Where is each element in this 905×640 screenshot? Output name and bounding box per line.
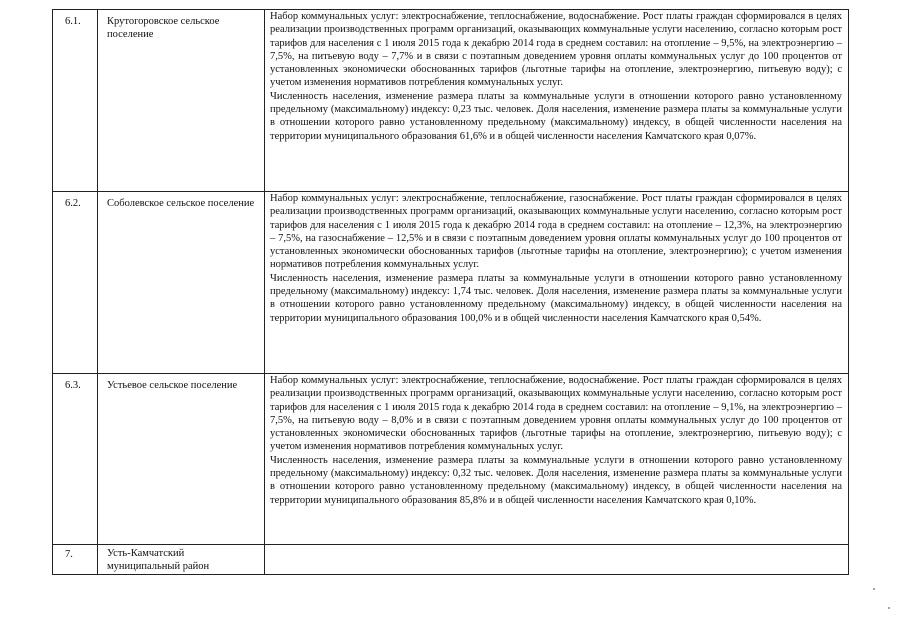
settlement-name: Усть-Камчатский муниципальный район xyxy=(107,548,210,573)
tariff-table xyxy=(52,9,849,575)
table-row xyxy=(53,545,849,575)
settlement-name-cell xyxy=(98,10,265,192)
table-row xyxy=(53,192,849,374)
settlement-name: Соболевское сельское поселение xyxy=(107,198,255,209)
description-paragraph: Численность населения, изменение размера платы за коммунальные услуги в отношении которого равно установленному предельному (максимальному) индексу: 0,32 тыс. человек. Доля населения, изменение размера платы за коммунальные услуги в отношении которого равно установленному предельному (максимальному) индексу, в общей численности населения на территории муниципального образования 85,8% и в общей численности населения Камчатского края 0,10%. xyxy=(270,454,842,506)
settlement-name-cell xyxy=(98,192,265,374)
description-paragraph: Набор коммунальных услуг: электроснабжение, теплоснабжение, газоснабжение. Рост платы граждан сформировался в целях реализации производственных программ организаций, оказывающих коммунальные услуги населению, согласно которым рост тарифов для населения с 1 июля 2015 года к декабрю 2014 года в среднем составил: на отопление – 12,3%, на электроэнергию – 7,5%, на газоснабжение – 12,5% и в связи с поэтапным доведением уровня оплаты коммунальных услуг до 100 процентов от установленных экономически обоснованных тарифов (льготные тарифы на отопление, электроэнергию); с учетом изменения нормативов потребления коммунальных услуг. xyxy=(270,193,842,271)
description-cell xyxy=(265,192,849,374)
settlement-name-cell xyxy=(98,545,265,575)
row-number-cell xyxy=(53,10,98,192)
row-number-cell xyxy=(53,192,98,374)
scan-speck xyxy=(873,588,875,590)
description-paragraph: Набор коммунальных услуг: электроснабжение, теплоснабжение, водоснабжение. Рост платы граждан сформировался в целях реализации производственных программ организаций, оказывающих коммунальные услуги населению, согласно которым рост тарифов для населения с 1 июля 2015 года к декабрю 2014 года в среднем составил: на отопление – 9,1%, на электроэнергию – 7,5%, на питьевую воду – 8,0% и в связи с поэтапным доведением уровня оплаты коммунальных услуг до 100 процентов от установленных экономически обоснованных тарифов (льготные тарифы на отопление, электроэнергию, питьевую воду); с учетом изменения нормативов потребления коммунальных услуг. xyxy=(270,375,842,453)
table-row xyxy=(53,374,849,545)
row-number: 6.3. xyxy=(65,380,81,391)
scan-speck xyxy=(888,607,890,609)
settlement-name: Устьевое сельское поселение xyxy=(107,380,238,391)
settlement-name-cell xyxy=(98,374,265,545)
row-number: 6.1. xyxy=(65,16,81,27)
row-number-cell xyxy=(53,374,98,545)
description-cell xyxy=(265,374,849,545)
description-paragraph: Численность населения, изменение размера платы за коммунальные услуги в отношении которого равно установленному предельному (максимальному) индексу: 1,74 тыс. человек. Доля населения, изменение размера платы за коммунальные услуги в отношении которого равно установленному предельному (максимальному) индексу, в общей численности населения на территории муниципального образования 100,0% и в общей численности населения Камчатского края 0,54%. xyxy=(270,272,842,324)
description-cell xyxy=(265,10,849,192)
settlement-name: Крутогоровское сельское поселение xyxy=(107,16,220,41)
description-paragraph: Набор коммунальных услуг: электроснабжение, теплоснабжение, водоснабжение. Рост платы граждан сформировался в целях реализации производственных программ организаций, оказывающих коммунальные услуги населению, согласно которым рост тарифов для населения с 1 июля 2015 года к декабрю 2014 года в среднем составил: на отопление – 9,5%, на электроэнергию – 7,5%, на питьевую воду – 7,7% и в связи с поэтапным доведением уровня оплаты коммунальных услуг до 100 процентов от установленных экономически обоснованных тарифов (льготные тарифы на отопление, электроэнергию, питьевую воду); с учетом изменения нормативов потребления коммунальных услуг. xyxy=(270,11,842,89)
table-row xyxy=(53,10,849,192)
row-number: 6.2. xyxy=(65,198,81,209)
description-paragraph: Численность населения, изменение размера платы за коммунальные услуги в отношении которого равно установленному предельному (максимальному) индексу: 0,23 тыс. человек. Доля населения, изменение размера платы за коммунальные услуги в отношении которого равно установленному предельному (максимальному) индексу, в общей численности населения на территории муниципального образования 61,6% и в общей численности населения Камчатского края 0,07%. xyxy=(270,90,842,142)
row-number: 7. xyxy=(65,549,73,560)
row-number-cell xyxy=(53,545,98,575)
description-cell xyxy=(265,545,849,575)
